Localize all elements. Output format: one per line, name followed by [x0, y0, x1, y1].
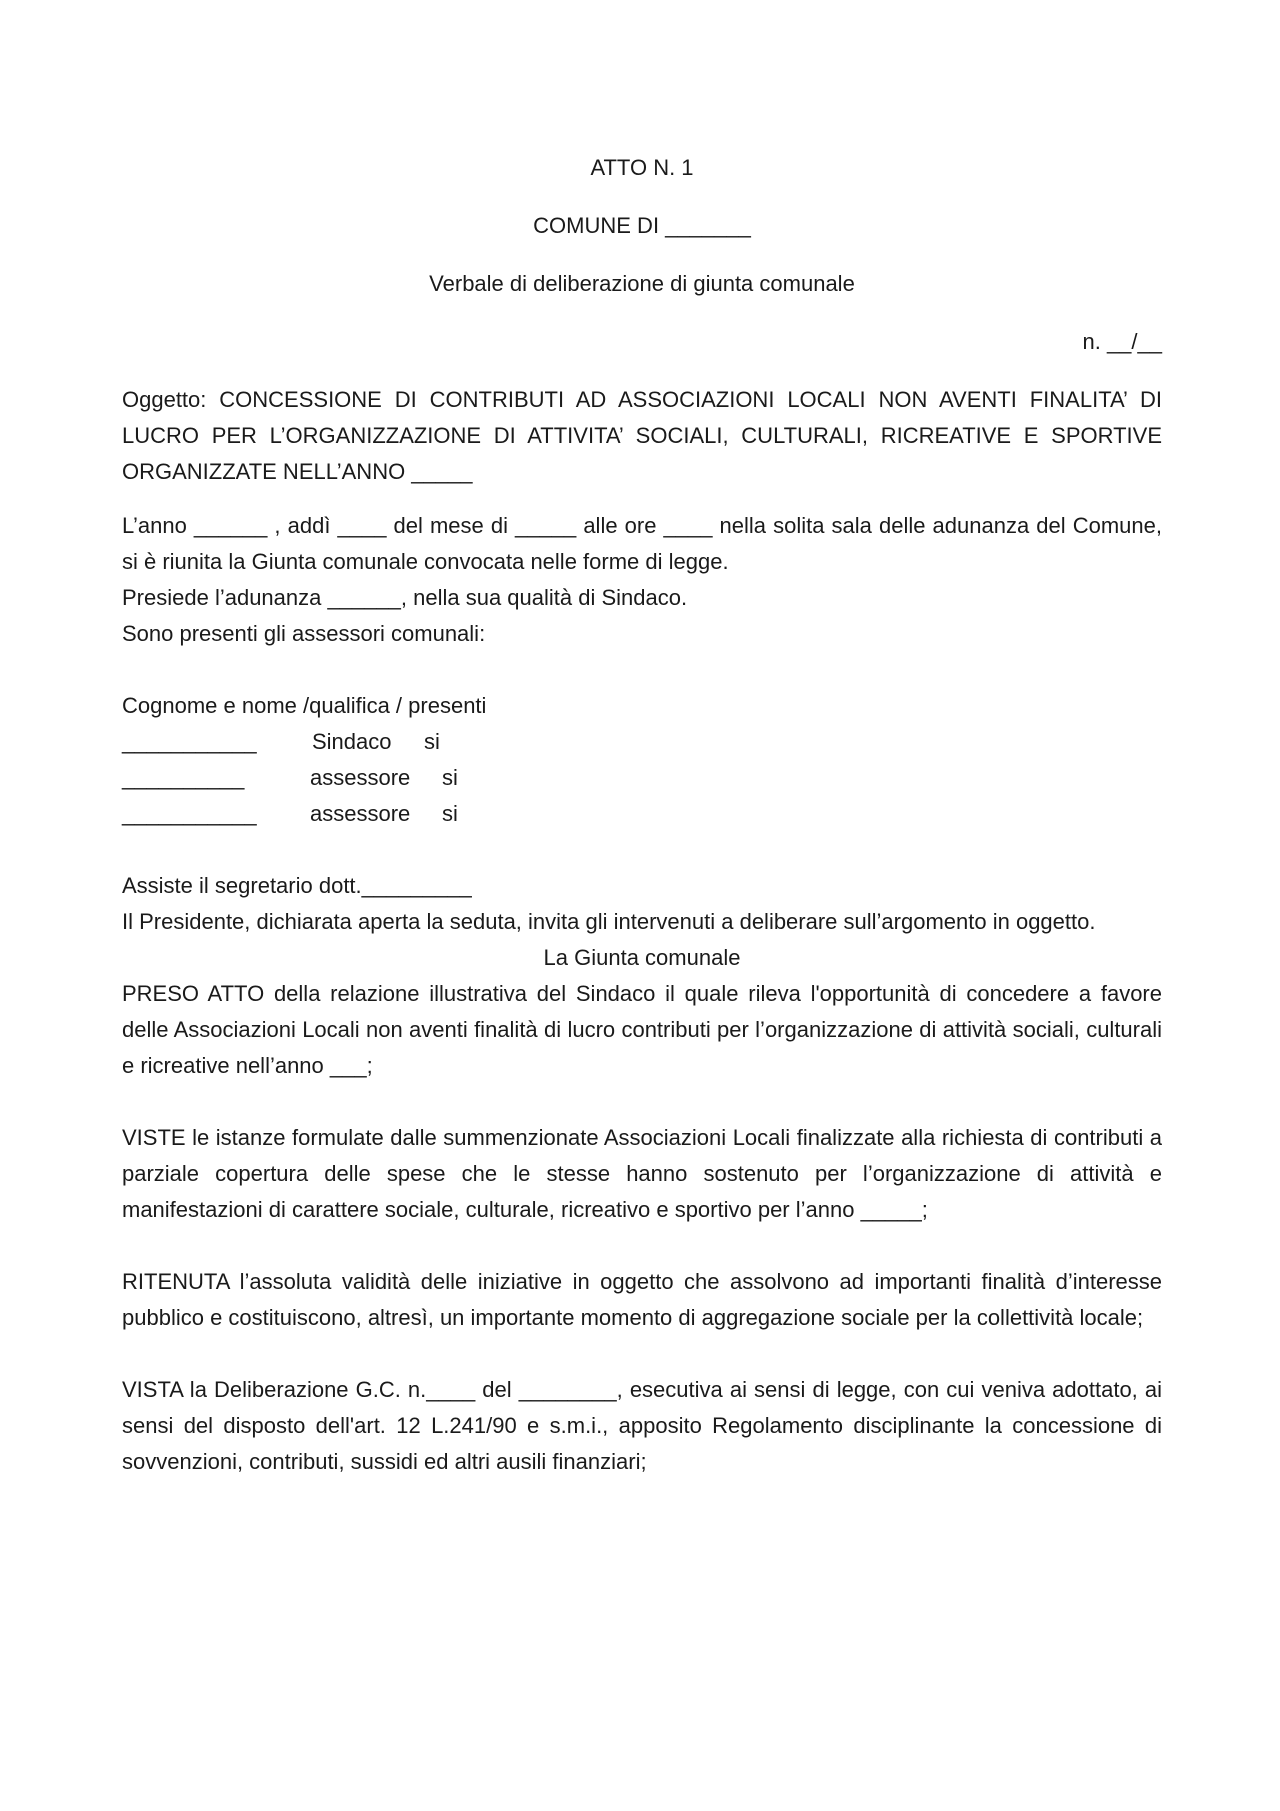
intro-paragraph: L’anno ______ , addì ____ del mese di _____ alle ore ____ nella solita sala delle adunanza del Comune, si è riunita la Giunta comunale convocata nelle forme di legge. — [122, 513, 1162, 574]
spacer — [122, 652, 1162, 688]
subject-paragraph: Oggetto: CONCESSIONE DI CONTRIBUTI AD ASSOCIAZIONI LOCALI NON AVENTI FINALITA’ DI LUCRO PER L’ORGANIZZAZIONE DI ATTIVITA’ SOCIALI, CULTURALI, RICREATIVE E SPORTIVE ORGANIZZATE NELL’ANNO _____ — [122, 387, 1162, 484]
attendee-name: ___________ — [122, 729, 257, 754]
spacer — [122, 1336, 1162, 1372]
attendee-present: si — [442, 801, 458, 826]
spacer — [122, 490, 1162, 508]
deliberation-number: n. __/__ — [1082, 329, 1162, 354]
attendance-row — [122, 796, 1162, 832]
attendee-present: si — [442, 765, 458, 790]
document-type: Verbale di deliberazione di giunta comunale — [429, 271, 855, 296]
presiding-line: Presiede l’adunanza ______, nella sua qualità di Sindaco. — [122, 585, 688, 610]
document-body — [122, 150, 1162, 1480]
attendee-present: si — [424, 729, 440, 754]
attendee-role: assessore — [310, 801, 411, 826]
act-number: ATTO N. 1 — [590, 155, 694, 180]
spacer — [122, 832, 1162, 868]
attendance-row — [122, 724, 1162, 760]
spacer — [122, 1084, 1162, 1120]
municipality-title: COMUNE DI _______ — [533, 213, 751, 238]
vista-paragraph: VISTA la Deliberazione G.C. n.____ del ________, esecutiva ai sensi di legge, con cui veniva adottato, ai sensi del disposto dell'art. 12 L.241/90 e s.m.i., apposito Regolamento disciplinante la concessione di sovvenzioni, contributi, sussidi ed altri ausili finanziari; — [122, 1377, 1162, 1474]
preso-atto-paragraph: PRESO ATTO della relazione illustrativa del Sindaco il quale rileva l'opportunità di concedere a favore delle Associazioni Locali non aventi finalità di lucro contributi per l’organizzazione di attività sociali, culturali e ricreative nell’anno ___; — [122, 981, 1162, 1078]
viste-paragraph: VISTE le istanze formulate dalle summenzionate Associazioni Locali finalizzate alla richiesta di contributi a parziale copertura delle spese che le stesse hanno sostenuto per l’organizzazione di attività e manifestazioni di carattere sociale, culturale, ricreativo e sportivo per l’anno _____; — [122, 1125, 1162, 1222]
attendee-role: Sindaco — [312, 729, 392, 754]
president-paragraph: Il Presidente, dichiarata aperta la seduta, invita gli intervenuti a deliberare sull’argomento in oggetto. — [122, 909, 1096, 934]
attendance-row — [122, 760, 1162, 796]
board-title: La Giunta comunale — [543, 945, 741, 970]
ritenuta-paragraph: RITENUTA l’assoluta validità delle iniziative in oggetto che assolvono ad importanti finalità d’interesse pubblico e costituiscono, altresì, un importante momento di aggregazione sociale per la collettività locale; — [122, 1269, 1162, 1330]
attendance-header: Cognome e nome /qualifica / presenti — [122, 693, 487, 718]
secretary-line: Assiste il segretario dott._________ — [122, 873, 472, 898]
attendee-name: ___________ — [122, 801, 257, 826]
attendee-role: assessore — [310, 765, 411, 790]
attendee-name: __________ — [122, 765, 245, 790]
present-assessors-line: Sono presenti gli assessori comunali: — [122, 621, 486, 646]
spacer — [122, 1228, 1162, 1264]
